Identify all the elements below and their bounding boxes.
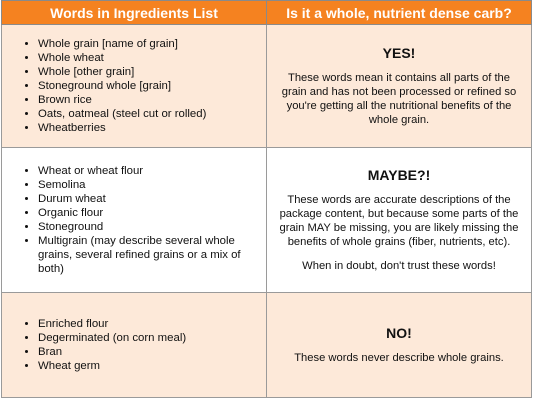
yes-verdict-cell: [267, 25, 532, 148]
yes-words-list: [2, 37, 266, 135]
list-item: • Bran: [38, 345, 266, 359]
no-verdict-box: [267, 325, 531, 365]
header-row: [2, 1, 532, 25]
row-maybe: [2, 148, 532, 293]
list-item: • Stoneground: [38, 220, 252, 234]
list-item: • Degerminated (on corn meal): [38, 331, 266, 345]
yes-verdict-box: [267, 45, 531, 127]
maybe-note: When in doubt, don't trust these words!: [302, 260, 496, 272]
maybe-words-list: [2, 164, 266, 276]
list-item: • Whole grain [name of grain]: [38, 37, 266, 51]
list-item: • Semolina: [38, 178, 252, 192]
list-item: • Oats, oatmeal (steel cut or rolled): [38, 107, 266, 121]
row-no: [2, 293, 532, 398]
list-item: • Wheatberries: [38, 121, 266, 135]
row-yes: [2, 25, 532, 148]
no-words-cell: [2, 293, 267, 398]
no-description: These words never describe whole grains.: [294, 352, 504, 364]
verdict-maybe: MAYBE?!: [367, 167, 431, 183]
list-item: • Enriched flour: [38, 317, 266, 331]
list-item: • Whole wheat: [38, 51, 266, 65]
verdict-no: NO!: [386, 325, 412, 341]
list-item: • Multigrain (may describe several whole grains, several refined grains or a mix of both): [38, 234, 252, 276]
list-item: • Whole [other grain]: [38, 65, 266, 79]
list-item: • Brown rice: [38, 93, 266, 107]
list-item: • Durum wheat: [38, 192, 252, 206]
maybe-description: These words are accurate descriptions of the package content, but because some parts of the grain MAY be missing, you are likely missing the benefits of whole grains (fiber, nutrients, etc).: [279, 194, 519, 248]
list-item: • Wheat germ: [38, 359, 266, 373]
yes-description: These words mean it contains all parts of the grain and has not been processed or refined so you're getting all the nutritional benefits of the whole grain.: [281, 72, 517, 126]
list-item: • Stoneground whole [grain]: [38, 79, 266, 93]
header-words-in-ingredients: Words in Ingredients List: [2, 1, 267, 25]
whole-grain-guide-table: [1, 0, 532, 398]
maybe-verdict-cell: [267, 148, 532, 293]
verdict-yes: YES!: [382, 45, 416, 61]
no-verdict-cell: [267, 293, 532, 398]
maybe-verdict-box: [267, 167, 531, 273]
header-whole-carb-question: Is it a whole, nutrient dense carb?: [267, 1, 532, 25]
yes-words-cell: [2, 25, 267, 148]
list-item: • Wheat or wheat flour: [38, 164, 252, 178]
no-words-list: [2, 317, 266, 373]
maybe-words-cell: [2, 148, 267, 293]
list-item: • Organic flour: [38, 206, 252, 220]
